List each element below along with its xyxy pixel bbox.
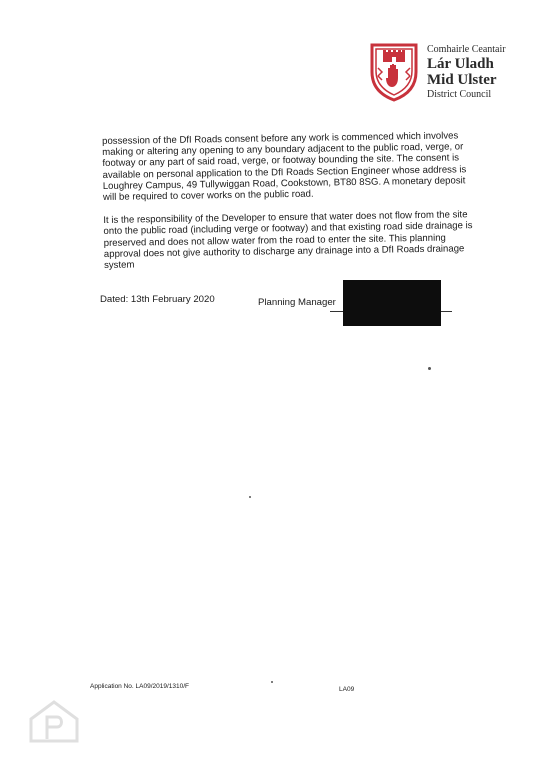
redacted-signature xyxy=(343,280,441,326)
scan-speck xyxy=(271,681,273,683)
watermark-logo-icon xyxy=(27,699,81,743)
council-name xyxy=(427,45,506,100)
date-line: Dated: 13th February 2020 xyxy=(100,294,215,305)
application-number: Application No. LA09/2019/1310/F xyxy=(90,683,190,690)
council-crest-logo xyxy=(369,42,419,102)
letter-body xyxy=(102,130,476,283)
scan-speck xyxy=(249,496,251,498)
council-code: LA09 xyxy=(339,686,355,693)
paragraph-drainage: It is the responsibility of the Developer to ensure that water does not flow from the site onto the public road (including verge or footway) and that existing road side drainage is preserved and does not allow water from the road to enter the site. This planning approval does not give authority to discharge any drainage into a DfI Roads drainage system xyxy=(103,209,473,272)
paragraph-roads-consent: possession of the DfI Roads consent before any work is commenced which involves making or altering any opening to any boundary adjacent to the public road, verge, or footway or any part of said road, verge, or footway bounding the site. The consent is available on personal application to the DfI Roads Section Engineer whose address is Loughrey Campus, 49 Tullywiggan Road, Cookstown, BT80 8SG. A monetary deposit will be required to cover works on the public road. xyxy=(102,130,467,204)
planning-manager-label: Planning Manager xyxy=(258,297,336,308)
council-name-english: Mid Ulster xyxy=(427,72,497,88)
council-name-irish: Lár Uladh xyxy=(427,56,494,72)
scan-speck xyxy=(428,367,431,370)
council-name-suffix: District Council xyxy=(427,89,492,100)
council-name-irish-prefix: Comhairle Ceantair xyxy=(427,44,506,55)
